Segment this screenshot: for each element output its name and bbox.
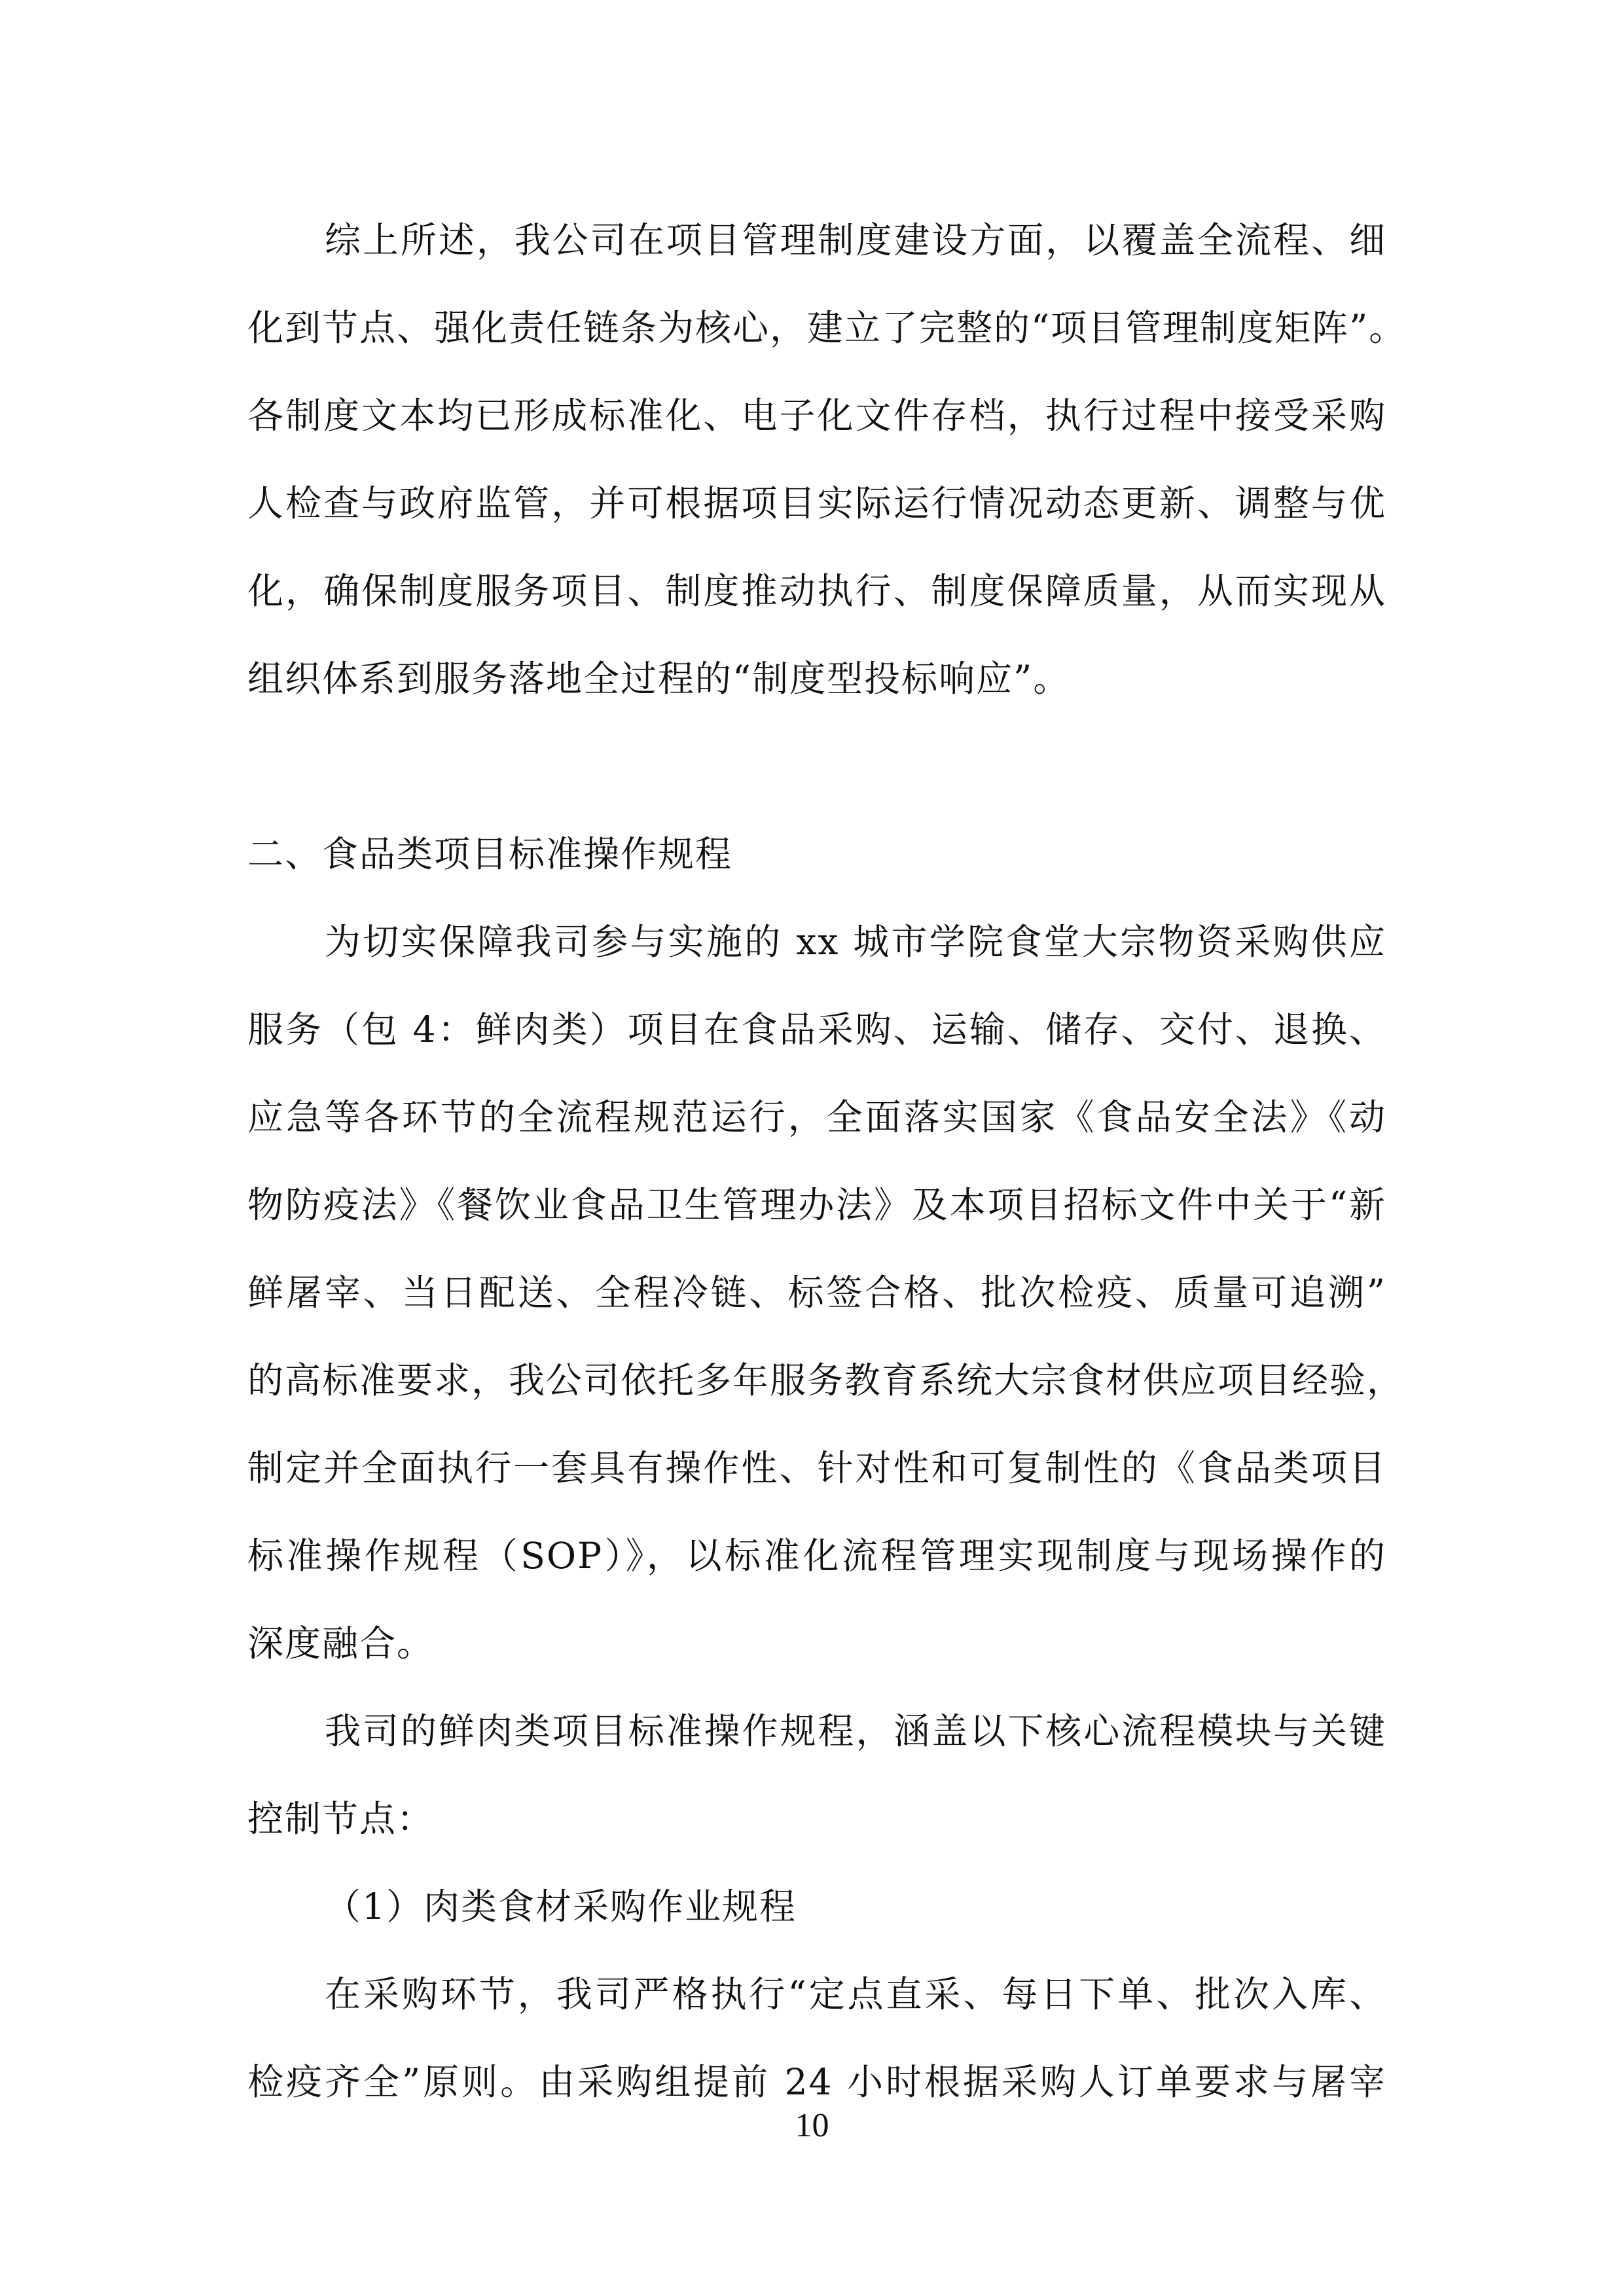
paragraph-intro bbox=[247, 898, 1405, 1687]
paragraph-line: 控制节点： bbox=[247, 1798, 435, 1840]
paragraph-line: 为切实保障我司参与实施的 xx 城市学院食堂大宗物资采购供应 bbox=[325, 921, 1386, 963]
paragraph-line: 物防疫法》《餐饮业食品卫生管理办法》及本项目招标文件中关于“新 bbox=[247, 1184, 1386, 1226]
page-number: 10 bbox=[795, 2107, 829, 2144]
paragraph-line: 组织体系到服务落地全过程的“制度型投标响应”。 bbox=[247, 658, 1071, 700]
paragraph-line: 综上所述，我公司在项目管理制度建设方面，以覆盖全流程、细 bbox=[325, 219, 1386, 261]
paragraph-line: 应急等各环节的全流程规范运行，全面落实国家《食品安全法》《动 bbox=[247, 1096, 1386, 1138]
paragraph-line: 标准操作规程（SOP）》，以标准化流程管理实现制度与现场操作的 bbox=[247, 1535, 1386, 1577]
paragraph-line: 我司的鲜肉类项目标准操作规程，涵盖以下核心流程模块与关键 bbox=[325, 1710, 1386, 1752]
paragraph-line: 的高标准要求，我公司依托多年服务教育系统大宗食材供应项目经验， bbox=[247, 1359, 1405, 1401]
paragraph-line: 各制度文本均已形成标准化、电子化文件存档，执行过程中接受采购 bbox=[247, 395, 1386, 437]
paragraph-line: 制定并全面执行一套具有操作性、针对性和可复制性的《食品类项目 bbox=[247, 1447, 1386, 1489]
paragraph-summary bbox=[247, 196, 1407, 723]
paragraph-procurement bbox=[247, 1950, 1386, 2126]
paragraph-line: 深度融合。 bbox=[247, 1623, 435, 1664]
paragraph-line: 人检查与政府监管，并可根据项目实际运行情况动态更新、调整与优 bbox=[247, 482, 1386, 524]
paragraph-line: 在采购环节，我司严格执行“定点直采、每日下单、批次入库、 bbox=[325, 1973, 1386, 2015]
paragraph-line: 检疫齐全”原则。由采购组提前 24 小时根据采购人订单要求与屠宰 bbox=[247, 2061, 1386, 2103]
paragraph-modules bbox=[247, 1687, 1386, 1863]
section-heading: 二、食品类项目标准操作规程 bbox=[247, 833, 733, 875]
paragraph-line: 服务（包 4：鲜肉类）项目在食品采购、运输、储存、交付、退换、 bbox=[247, 1009, 1386, 1050]
paragraph-line: 鲜屠宰、当日配送、全程冷链、标签合格、批次检疫、质量可追溯” bbox=[247, 1272, 1386, 1314]
paragraph-line: 化到节点、强化责任链条为核心，建立了完整的“项目管理制度矩阵”。 bbox=[247, 307, 1407, 349]
subsection-heading: （1）肉类食材采购作业规程 bbox=[325, 1886, 797, 1928]
paragraph-line: 化，确保制度服务项目、制度推动执行、制度保障质量，从而实现从 bbox=[247, 570, 1386, 612]
document-body bbox=[247, 196, 1407, 2126]
